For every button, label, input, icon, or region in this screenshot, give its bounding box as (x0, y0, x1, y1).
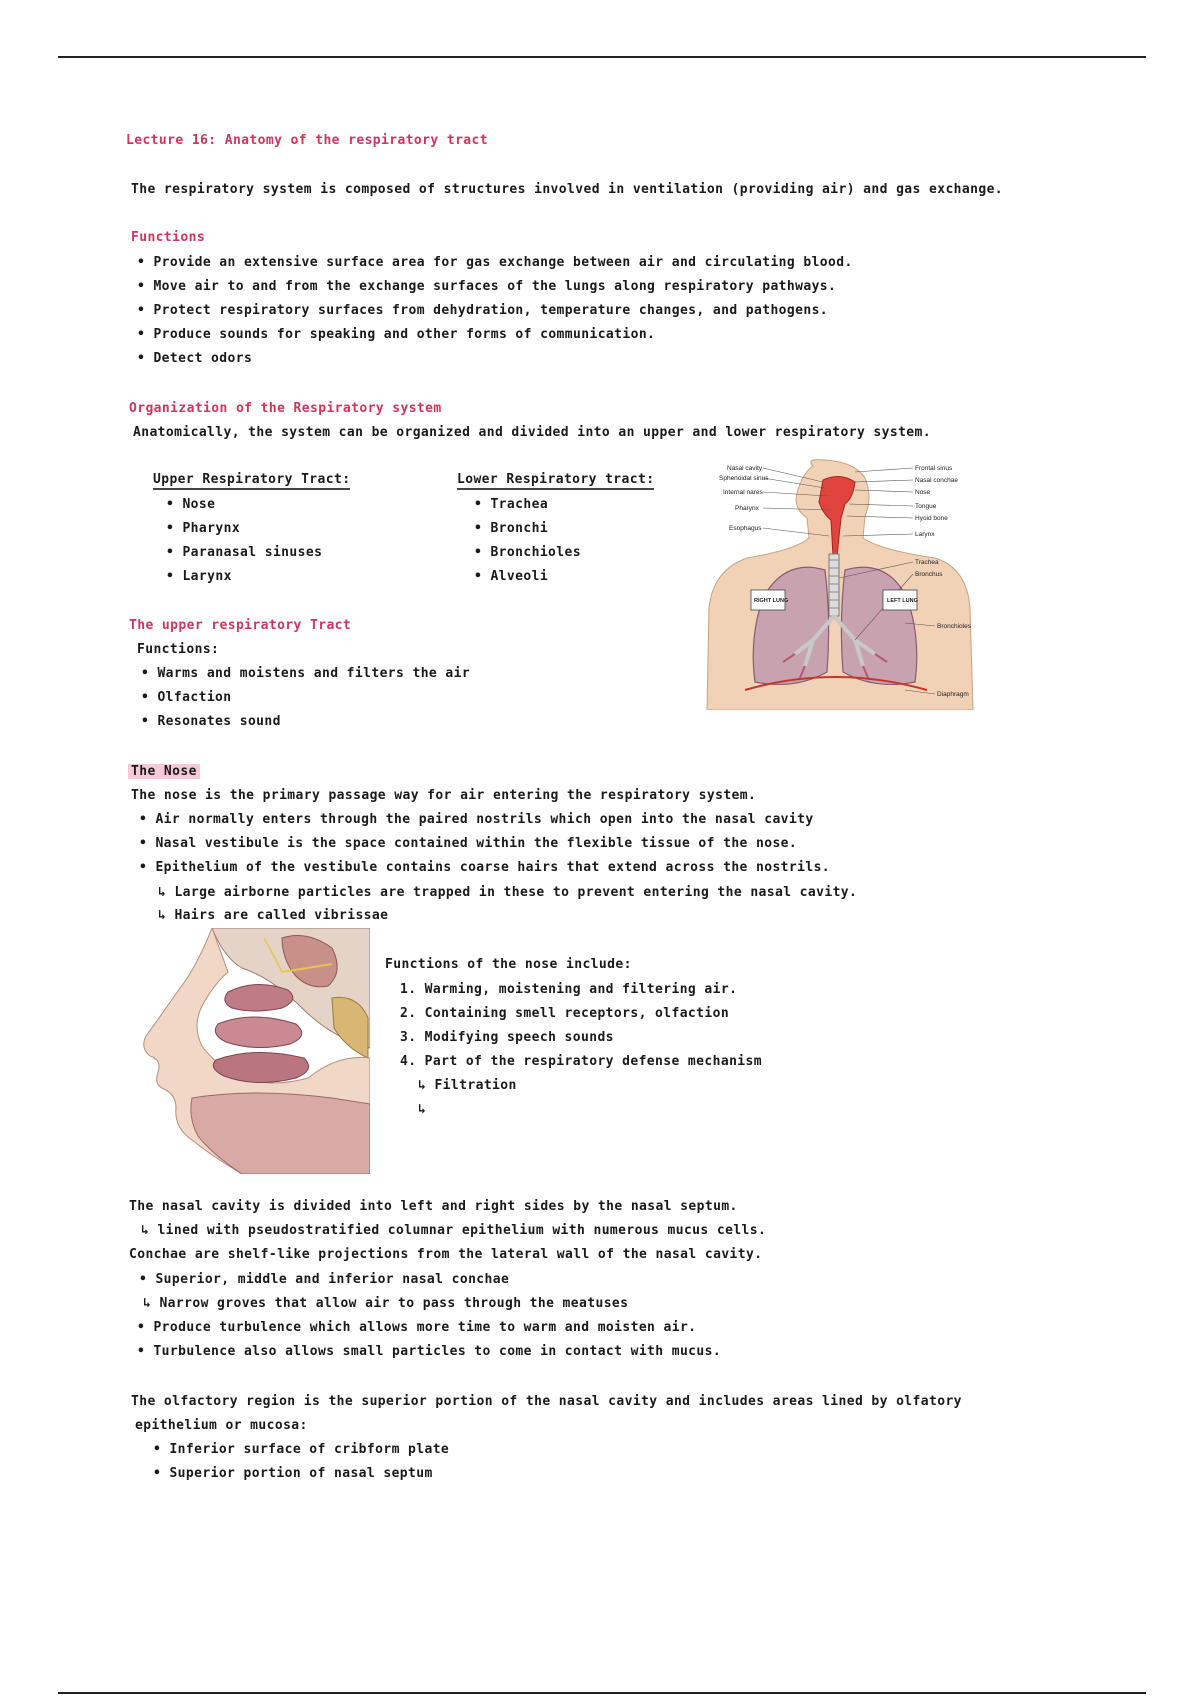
upper-tract-item: • Larynx (166, 569, 232, 584)
upper-function-item: • Olfaction (141, 690, 232, 705)
nose-heading: The Nose (128, 764, 200, 779)
label-nasal-conchae: Nasal conchae (915, 477, 958, 484)
upper-tract-item: • Pharynx (166, 521, 241, 536)
lower-tract-label: Lower Respiratory tract: (457, 472, 654, 490)
functions-heading: Functions (131, 230, 206, 245)
nose-function-item: 1. Warming, moistening and filtering air. (400, 982, 738, 997)
nasal-cavity-line: • Superior, middle and inferior nasal conchae (139, 1272, 510, 1287)
nose-functions-heading: Functions of the nose include: (385, 957, 632, 972)
upper-tract-heading: The upper respiratory Tract (129, 618, 352, 633)
label-left-lung: LEFT LUNG (887, 598, 918, 604)
upper-function-item: • Warms and moistens and filters the air (141, 666, 471, 681)
label-hyoid-bone: Hyoid bone (915, 515, 948, 522)
intro-text: The respiratory system is composed of structures involved in ventilation (providing air) and gas exchange. (131, 182, 1004, 197)
nose-line: ↳ Large airborne particles are trapped in these to prevent entering the nasal cavity. (158, 885, 858, 900)
upper-tract-item: • Nose (166, 497, 216, 512)
nasal-cavity-line: Conchae are shelf-like projections from the lateral wall of the nasal cavity. (129, 1247, 763, 1262)
nose-line: • Epithelium of the vestibule contains coarse hairs that extend across the nostrils. (139, 860, 831, 875)
nose-line: • Air normally enters through the paired nostrils which open into the nasal cavity (139, 812, 814, 827)
lower-tract-item: • Alveoli (474, 569, 549, 584)
label-diaphragm: Diaphragm (937, 691, 969, 698)
top-rule (58, 56, 1146, 58)
lower-tract-item: • Trachea (474, 497, 549, 512)
function-item: • Move air to and from the exchange surfaces of the lungs along respiratory pathways. (137, 279, 837, 294)
upper-tract-label: Upper Respiratory Tract: (153, 472, 350, 490)
nose-function-item: ↳ (418, 1102, 427, 1117)
nose-function-item: ↳ Filtration (418, 1078, 517, 1093)
nose-line: ↳ Hairs are called vibrissae (158, 908, 389, 923)
organization-heading: Organization of the Respiratory system (129, 401, 442, 416)
nasal-cavity-line: • Produce turbulence which allows more time to warm and moisten air. (137, 1320, 697, 1335)
page-title: Lecture 16: Anatomy of the respiratory tract (126, 133, 488, 148)
olfactory-line: • Inferior surface of cribform plate (153, 1442, 450, 1457)
label-pharynx: Pharynx (735, 505, 759, 512)
label-trachea: Trachea (915, 559, 939, 566)
label-esophagus: Esophagus (729, 525, 762, 532)
organization-text: Anatomically, the system can be organized and divided into an upper and lower respiratory system. (133, 425, 931, 440)
upper-tract-item: • Paranasal sinuses (166, 545, 323, 560)
nose-function-item: 4. Part of the respiratory defense mechanism (400, 1054, 762, 1069)
lower-tract-item: • Bronchioles (474, 545, 581, 560)
label-larynx: Larynx (915, 531, 935, 538)
upper-function-item: • Resonates sound (141, 714, 281, 729)
nose-function-item: 2. Containing smell receptors, olfaction (400, 1006, 730, 1021)
nasal-cavity-line: ↳ Narrow groves that allow air to pass through the meatuses (143, 1296, 629, 1311)
bottom-rule (58, 1692, 1146, 1694)
label-nasal-cavity: Nasal cavity (727, 465, 763, 472)
label-frontal-sinus: Frontal sinus (915, 465, 953, 472)
lower-tract-item: • Bronchi (474, 521, 549, 536)
function-item: • Detect odors (137, 351, 253, 366)
olfactory-line: • Superior portion of nasal septum (153, 1466, 433, 1481)
label-right-lung: RIGHT LUNG (754, 598, 789, 604)
nasal-cavity-line: ↳ lined with pseudostratified columnar epithelium with numerous mucus cells. (141, 1223, 767, 1238)
nasal-cavity-line: • Turbulence also allows small particles to come in contact with mucus. (137, 1344, 722, 1359)
label-internal-nares: Internal nares (723, 489, 763, 496)
olfactory-line: epithelium or mucosa: (135, 1418, 308, 1433)
olfactory-line: The olfactory region is the superior portion of the nasal cavity and includes areas lined by olfatory (131, 1394, 962, 1409)
label-sphenoidal-sinus: Sphenoidal sinus (719, 475, 769, 482)
label-nose: Nose (915, 489, 931, 496)
function-item: • Provide an extensive surface area for gas exchange between air and circulating blood. (137, 255, 853, 270)
nose-function-item: 3. Modifying speech sounds (400, 1030, 614, 1045)
nasal-cavity-line: The nasal cavity is divided into left and right sides by the nasal septum. (129, 1199, 738, 1214)
label-tongue: Tongue (915, 503, 937, 510)
upper-tract-functions-label: Functions: (137, 642, 220, 657)
nasal-cavity-illustration (132, 928, 370, 1174)
function-item: • Produce sounds for speaking and other forms of communication. (137, 327, 656, 342)
nose-line: • Nasal vestibule is the space contained within the flexible tissue of the nose. (139, 836, 798, 851)
label-bronchioles: Bronchioles (937, 623, 971, 630)
respiratory-system-diagram (705, 458, 975, 710)
function-item: • Protect respiratory surfaces from dehydration, temperature changes, and pathogens. (137, 303, 829, 318)
nose-line: The nose is the primary passage way for air entering the respiratory system. (131, 788, 757, 803)
label-bronchus: Bronchus (915, 571, 943, 578)
